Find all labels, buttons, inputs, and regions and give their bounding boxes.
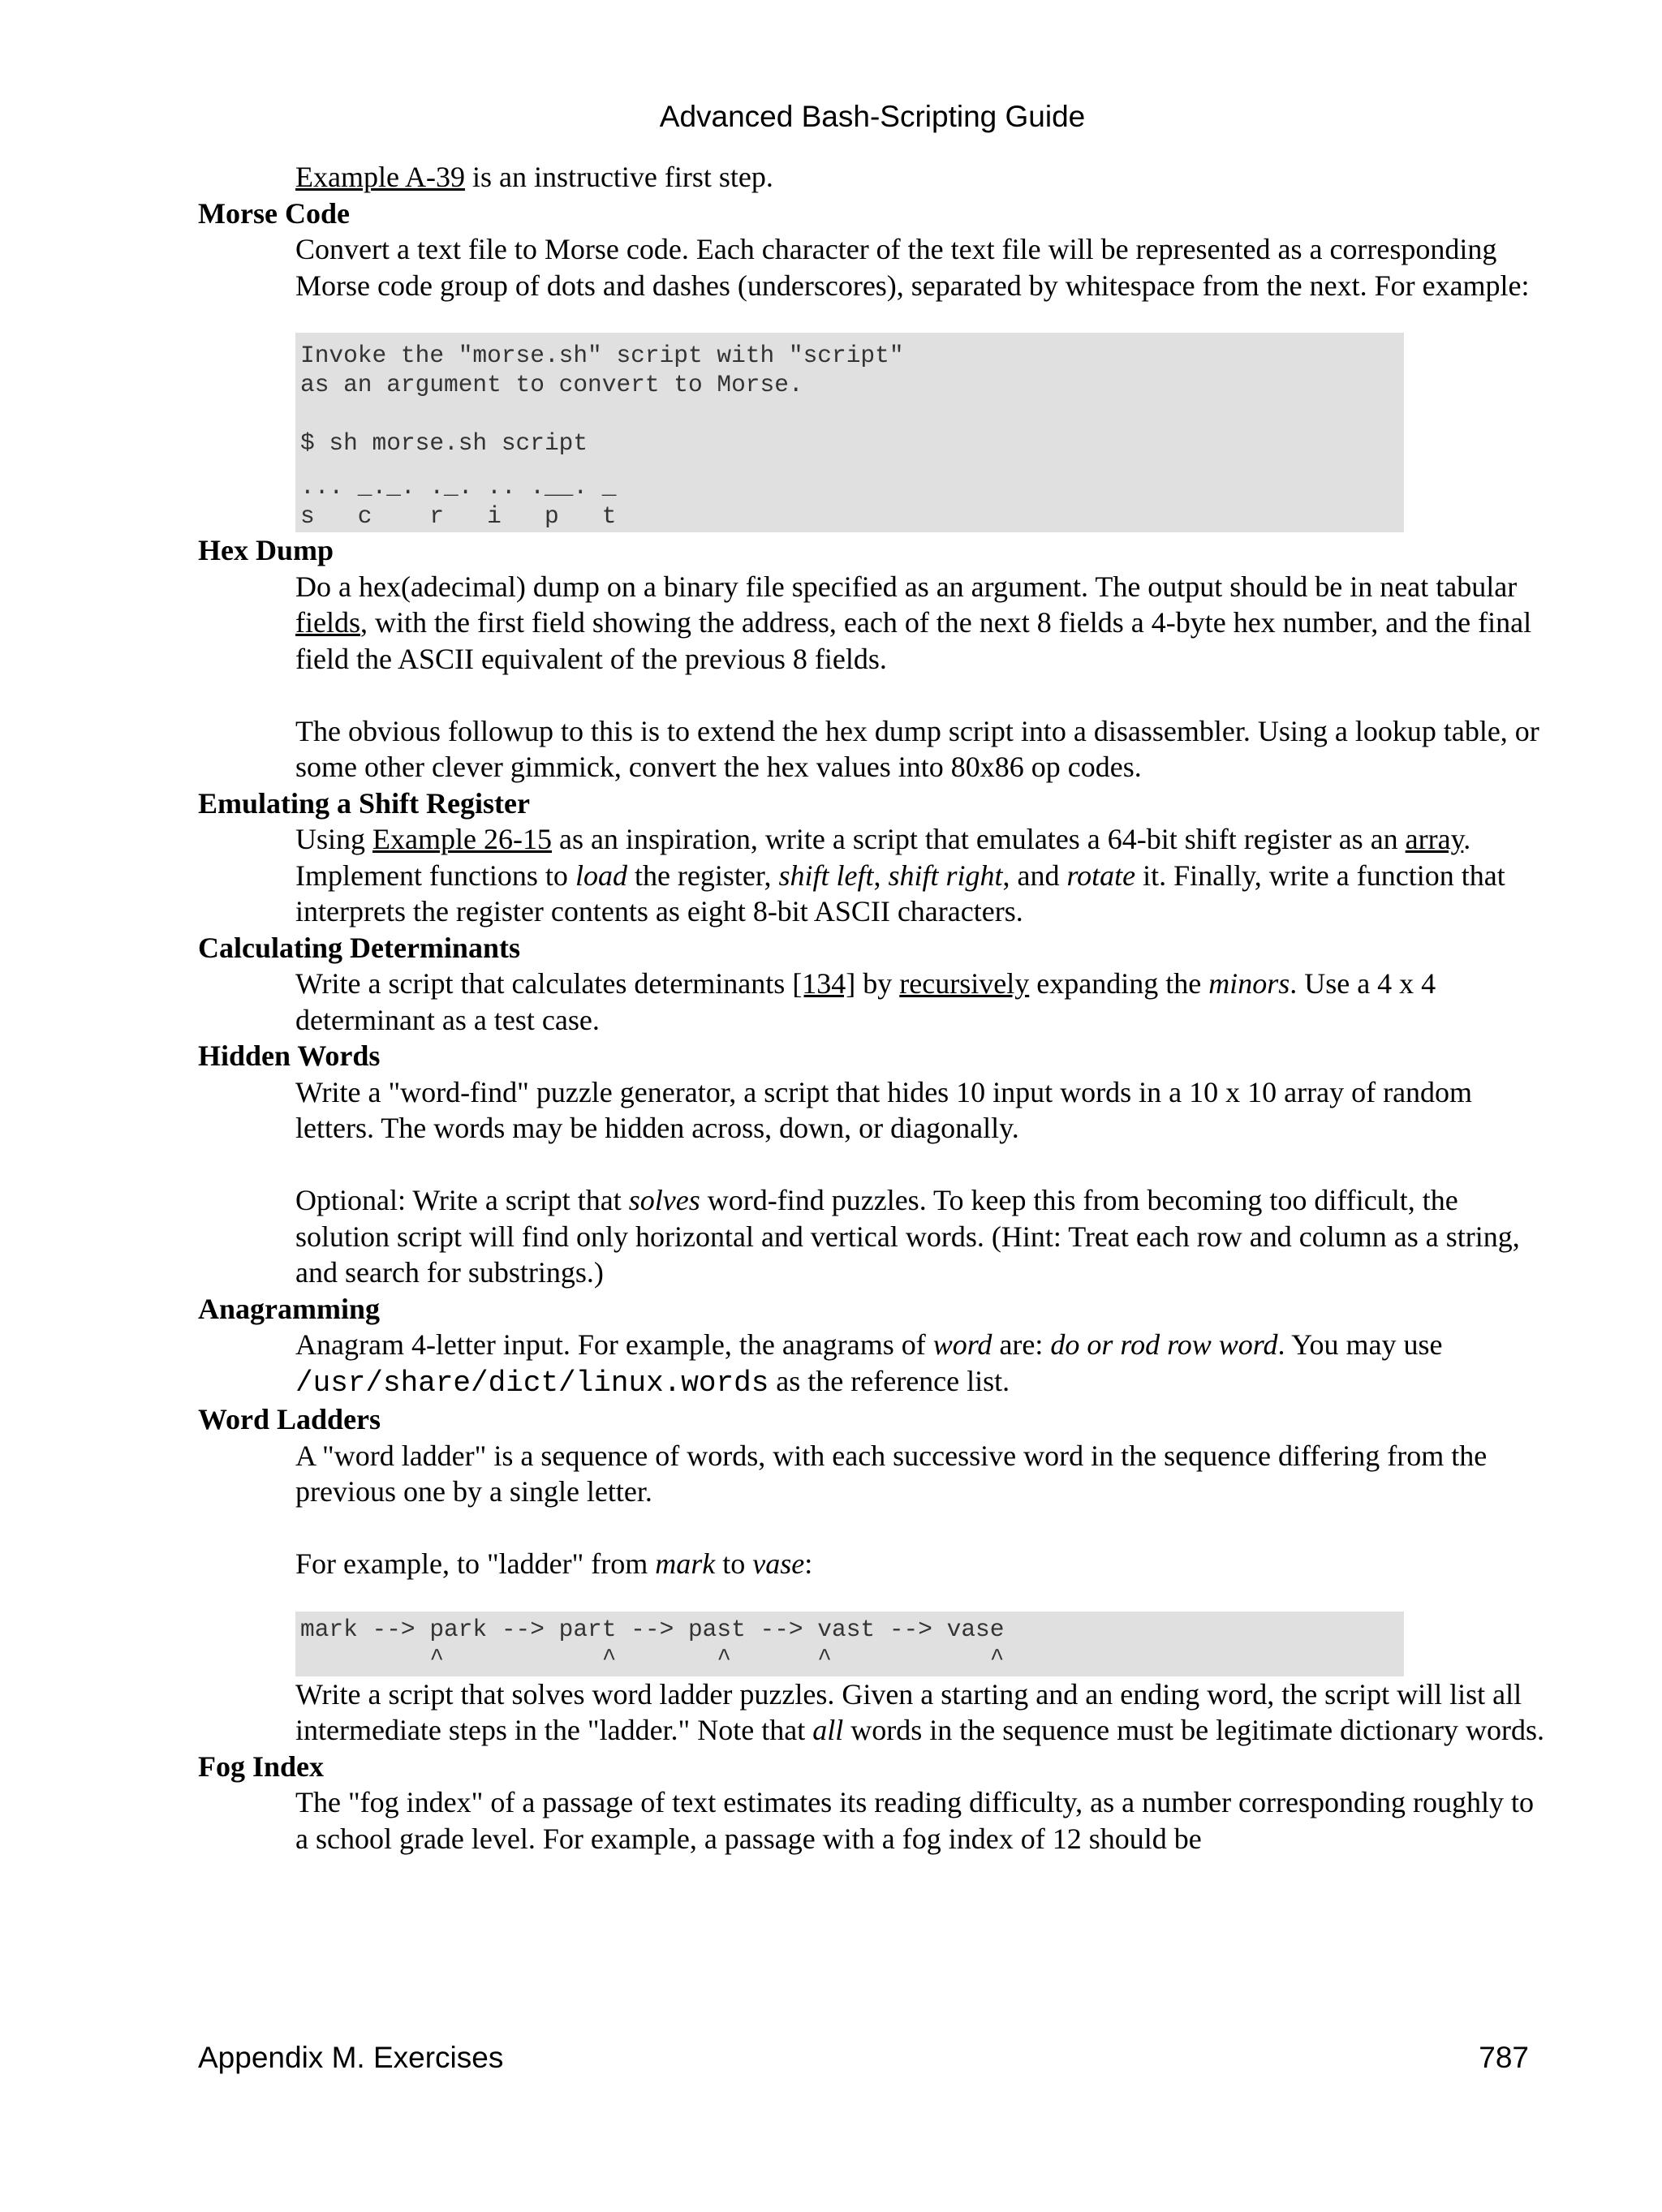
hidden-words-description (295, 1074, 1545, 1291)
anagramming-description (295, 1327, 1545, 1401)
shift-register-heading: Emulating a Shift Register (198, 786, 530, 820)
footer-section-title: Appendix M. Exercises (198, 2041, 504, 2074)
anagramming-heading: Anagramming (198, 1292, 380, 1325)
page-content (198, 159, 1545, 1857)
text: Anagram 4-letter input. For example, the anagrams of (295, 1328, 933, 1361)
word-ladder-code-block (295, 1612, 1404, 1676)
emphasis: shift right (888, 859, 1003, 892)
morse-code-description (295, 231, 1545, 532)
emphasis: load (575, 859, 627, 892)
recursively-link[interactable]: recursively (899, 967, 1030, 1000)
intro-paragraph (295, 159, 1545, 196)
morse-code-text: Convert a text file to Morse code. Each character of the text file will be represented as a corresponding Morse code group of dots and dashes (underscores), separated by whitespace from the next. For example: (295, 233, 1530, 302)
hex-dump-description (295, 569, 1545, 785)
fog-index-description (295, 1784, 1545, 1857)
text: as the reference list. (769, 1364, 1010, 1397)
text: : (804, 1547, 813, 1580)
code-line: ^ ^ ^ ^ ^ (300, 1644, 1005, 1672)
fog-index-heading: Fog Index (198, 1749, 325, 1783)
page-header: Advanced Bash-Scripting Guide (659, 100, 1086, 133)
fields-link[interactable]: fields (295, 606, 360, 639)
example-a39-link[interactable]: Example A-39 (295, 161, 465, 193)
code-line: $ sh morse.sh script (300, 429, 588, 457)
code-line: mark --> park --> part --> past --> vast --> vase (300, 1615, 1005, 1643)
text: . Use a 4 x 4 determinant as a test case. (295, 967, 1436, 1036)
word-ladders-paragraph-2 (295, 1546, 1545, 1582)
paragraph-gap (295, 1147, 1545, 1183)
hidden-words-paragraph-2 (295, 1182, 1545, 1291)
text: , and (1002, 859, 1067, 892)
morse-code-heading: Morse Code (198, 196, 350, 230)
text: Optional: Write a script that (295, 1184, 629, 1216)
code-line: Invoke the "morse.sh" script with "script" (300, 342, 904, 369)
word-ladders-paragraph-3 (295, 1676, 1545, 1749)
word-ladders-heading: Word Ladders (198, 1403, 381, 1435)
emphasis: vase (752, 1547, 805, 1580)
text: as an inspiration, write a script that emulates a 64-bit shift register as an (551, 823, 1406, 855)
paragraph-gap (295, 677, 1545, 713)
footer-page-number: 787 (1479, 2041, 1529, 2074)
hex-dump-paragraph-1 (295, 569, 1545, 678)
text: . You may use (1277, 1328, 1443, 1361)
emphasis: all (812, 1714, 844, 1746)
text: Write a script that solves word ladder puzzles. Given a starting and an ending word, the script will list all intermediate steps in the "ladder." Note that (295, 1677, 1522, 1746)
emphasis: do or rod row word (1050, 1328, 1278, 1361)
emphasis: rotate (1066, 859, 1136, 892)
text: by (855, 967, 900, 1000)
intro-text: is an instructive first step. (464, 161, 773, 193)
text: are: (992, 1328, 1051, 1361)
emphasis: word (932, 1328, 992, 1361)
text: , with the first field showing the address, each of the next 8 fields a 4-byte hex number, and the final field the ASCII equivalent of the previous 8 fields. (295, 606, 1532, 675)
text: For example, to "ladder" from (295, 1547, 656, 1580)
code-line: ... _._. ._. .. .__. _ (300, 473, 617, 501)
paragraph-gap (295, 1510, 1545, 1547)
dictionary-path: /usr/share/dict/linux.words (295, 1366, 769, 1400)
text: Using (295, 823, 373, 855)
code-line: s c r i p t (300, 502, 617, 530)
hidden-words-heading: Hidden Words (198, 1039, 381, 1072)
code-blank-line (300, 458, 1404, 472)
anagramming-paragraph (295, 1327, 1545, 1401)
morse-code-block (295, 333, 1404, 532)
code-line: as an argument to convert to Morse. (300, 371, 803, 398)
page-footer (198, 2038, 1529, 2077)
hex-dump-heading: Hex Dump (198, 534, 334, 566)
example-26-15-link[interactable]: Example 26-15 (372, 823, 552, 855)
text: to (715, 1547, 753, 1580)
fog-index-paragraph: The "fog index" of a passage of text estimates its reading difficulty, as a number corresponding roughly to a school grade level. For example, a passage with a fog index of 12 should be (295, 1786, 1534, 1855)
word-ladders-paragraph-1: A "word ladder" is a sequence of words, with each successive word in the sequence differing from the previous one by a single letter. (295, 1439, 1488, 1508)
text: Do a hex(adecimal) dump on a binary file specified as an argument. The output should be in neat tabular (295, 570, 1518, 603)
emphasis: mark (655, 1547, 716, 1580)
shift-register-description (295, 821, 1545, 930)
text: words in the sequence must be legitimate dictionary words. (843, 1714, 1545, 1746)
emphasis: solves (628, 1184, 700, 1216)
shift-register-paragraph (295, 821, 1545, 930)
text: . Implement functions to (295, 823, 1471, 892)
emphasis: minors (1208, 967, 1290, 1000)
emphasis: shift left (778, 859, 874, 892)
determinants-heading: Calculating Determinants (198, 931, 520, 964)
text: it. Finally, write a function that interprets the register contents as eight 8-bit ASCII characters. (295, 859, 1505, 927)
code-blank-line (300, 399, 1404, 428)
determinants-description (295, 966, 1545, 1038)
determinants-paragraph (295, 966, 1545, 1038)
text: expanding the (1029, 967, 1209, 1000)
text: word-find puzzles. To keep this from becoming too difficult, the solution script will find only horizontal and vertical words. (Hint: Treat each row and column as a string, and search for substrings.) (295, 1184, 1520, 1289)
hex-dump-paragraph-2: The obvious followup to this is to extend the hex dump script into a disassembler. Using a lookup table, or some other clever gimmick, convert the hex values into 80x86 op codes. (295, 714, 1539, 783)
footnote-134-link[interactable]: [134] (792, 967, 856, 1000)
text: the register, (626, 859, 779, 892)
text: , (873, 859, 889, 892)
hidden-words-paragraph-1: Write a "word-find" puzzle generator, a script that hides 10 input words in a 10 x 10 array of random letters. The words may be hidden across, down, or diagonally. (295, 1075, 1473, 1144)
word-ladders-description (295, 1438, 1545, 1749)
text: Write a script that calculates determinants (295, 967, 793, 1000)
array-link[interactable]: array (1405, 823, 1464, 855)
